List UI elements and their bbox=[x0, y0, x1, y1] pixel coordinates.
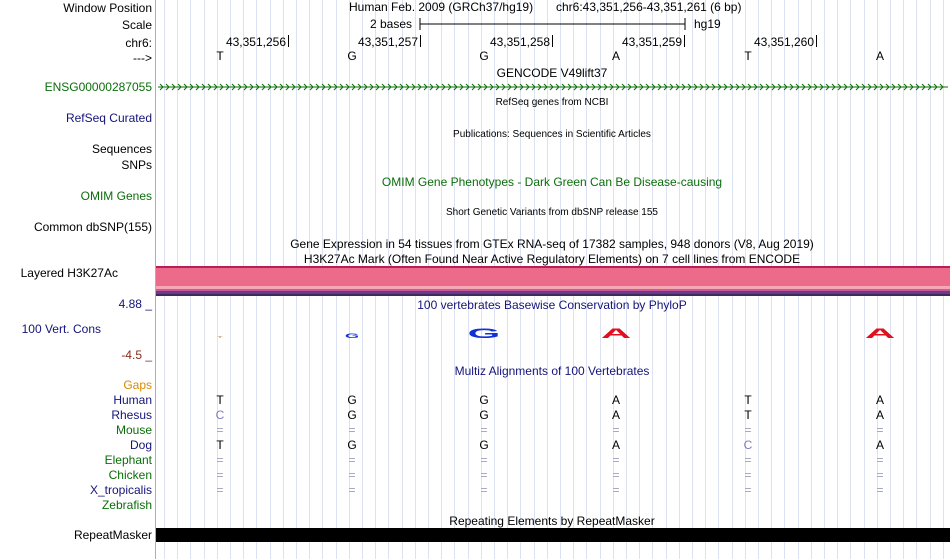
alignment-base: = bbox=[744, 423, 752, 437]
h3k27ac-track-label[interactable]: Layered H3K27Ac bbox=[20, 266, 118, 280]
ruler-coordinate: 43,351,258 bbox=[489, 35, 550, 49]
alignment-base: = bbox=[612, 453, 620, 467]
alignment-base: G bbox=[479, 393, 489, 407]
alignment-base: G bbox=[479, 408, 489, 422]
alignment-base: = bbox=[876, 468, 884, 482]
repeatmasker-track-label[interactable]: RepeatMasker bbox=[73, 528, 152, 542]
alignment-base: T bbox=[744, 393, 752, 407]
refseq-track-title: RefSeq genes from NCBI bbox=[495, 97, 609, 108]
species-label: Mouse bbox=[115, 423, 152, 437]
species-label: Elephant bbox=[104, 453, 152, 467]
publications-track-title: Publications: Sequences in Scientific Articles bbox=[453, 129, 651, 140]
repeatmasker-bar[interactable] bbox=[156, 528, 950, 542]
ruler-coordinate: 43,351,256 bbox=[225, 35, 286, 49]
ruler-coordinate: 43,351,259 bbox=[621, 35, 682, 49]
conservation-logo-letter: G bbox=[467, 325, 501, 341]
alignment-base: A bbox=[875, 393, 884, 407]
alignment-base: G bbox=[347, 393, 357, 407]
alignment-base: = bbox=[216, 453, 224, 467]
alignment-base: = bbox=[348, 453, 356, 467]
scale-bar bbox=[419, 17, 687, 31]
ruler-tick bbox=[420, 35, 421, 47]
alignment-base: = bbox=[612, 423, 620, 437]
species-label: Chicken bbox=[108, 468, 152, 482]
alignment-base: = bbox=[876, 423, 884, 437]
alignment-base: = bbox=[480, 453, 488, 467]
strand-label: ---> bbox=[133, 51, 152, 65]
species-label: Dog bbox=[129, 438, 152, 452]
h3k27ac-track-title: H3K27Ac Mark (Often Found Near Active Regulatory Elements) on 7 cell lines from ENCODE bbox=[303, 252, 801, 266]
reference-base: A bbox=[611, 49, 620, 63]
alignment-base: = bbox=[480, 423, 488, 437]
alignment-base: = bbox=[348, 468, 356, 482]
reference-base: G bbox=[347, 49, 357, 63]
alignment-base: C bbox=[743, 438, 753, 452]
reference-base: T bbox=[216, 49, 224, 63]
alignment-base: G bbox=[347, 438, 357, 452]
conservation-logo-letter: G bbox=[344, 334, 359, 340]
ruler-coordinate: 43,351,257 bbox=[357, 35, 418, 49]
gtex-track-title: Gene Expression in 54 tissues from GTEx RNA-seq of 17382 samples, 948 donors (V8, Aug 2019) bbox=[290, 237, 814, 251]
alignment-base: A bbox=[611, 438, 620, 452]
species-label: Rhesus bbox=[111, 408, 152, 422]
omim-track-title: OMIM Gene Phenotypes - Dark Green Can Be Disease-causing bbox=[381, 175, 723, 189]
alignment-base: = bbox=[744, 453, 752, 467]
alignment-base: C bbox=[215, 408, 225, 422]
conservation-track-label[interactable]: 100 Vert. Cons bbox=[21, 322, 101, 336]
conservation-track-title: 100 vertebrates Basewise Conservation by PhyloP bbox=[417, 298, 687, 312]
window-position-label: Window Position bbox=[63, 1, 152, 15]
alignment-base: = bbox=[612, 468, 620, 482]
gencode-gene-model[interactable] bbox=[156, 80, 950, 94]
alignment-base: = bbox=[876, 483, 884, 497]
alignment-base: = bbox=[744, 483, 752, 497]
refseq-track-label[interactable]: RefSeq Curated bbox=[65, 111, 152, 125]
species-label: Zebrafish bbox=[101, 498, 152, 512]
alignment-base: A bbox=[611, 393, 620, 407]
track-label-column bbox=[0, 0, 155, 559]
gencode-track-title: GENCODE V49lift37 bbox=[496, 66, 608, 80]
reference-base: G bbox=[479, 49, 489, 63]
alignment-base: A bbox=[875, 438, 884, 452]
ruler-tick bbox=[684, 35, 685, 47]
alignment-base: = bbox=[744, 468, 752, 482]
conservation-logo-letter: T bbox=[217, 335, 223, 339]
alignment-base: = bbox=[348, 423, 356, 437]
alignment-base: = bbox=[480, 483, 488, 497]
dbsnp-track-label[interactable]: Common dbSNP(155) bbox=[33, 220, 152, 234]
repeatmasker-track-title: Repeating Elements by RepeatMasker bbox=[449, 514, 655, 528]
dbsnp-track-title: Short Genetic Variants from dbSNP release 155 bbox=[446, 207, 658, 218]
omim-track-label[interactable]: OMIM Genes bbox=[80, 189, 152, 203]
alignment-base: A bbox=[611, 408, 620, 422]
alignment-base: A bbox=[875, 408, 884, 422]
alignment-base: G bbox=[479, 438, 489, 452]
conservation-max-value: 4.88 _ bbox=[118, 297, 152, 311]
species-label: Human bbox=[113, 393, 152, 407]
alignment-base: = bbox=[216, 423, 224, 437]
multiz-track-title: Multiz Alignments of 100 Vertebrates bbox=[454, 364, 650, 378]
ruler-coordinate: 43,351,260 bbox=[753, 35, 814, 49]
scale-text: 2 bases bbox=[370, 17, 413, 31]
gencode-gene-label[interactable]: ENSG00000287055 bbox=[44, 80, 152, 94]
db-label: hg19 bbox=[694, 17, 721, 31]
alignment-base: T bbox=[216, 438, 224, 452]
chromosome-label: chr6: bbox=[125, 36, 152, 50]
conservation-logo-letter: A bbox=[864, 325, 896, 341]
alignment-base: = bbox=[216, 468, 224, 482]
reference-base: A bbox=[875, 49, 884, 63]
scale-label: Scale bbox=[121, 18, 152, 32]
species-label: X_tropicalis bbox=[89, 483, 152, 497]
conservation-logo-letter: A bbox=[600, 325, 632, 341]
alignment-base: = bbox=[480, 468, 488, 482]
snps-track-label[interactable]: SNPs bbox=[121, 158, 152, 172]
alignment-base: = bbox=[612, 483, 620, 497]
assembly-title: Human Feb. 2009 (GRCh37/hg19) bbox=[349, 0, 534, 14]
alignment-base: = bbox=[216, 483, 224, 497]
alignment-base: T bbox=[744, 408, 752, 422]
alignment-base: = bbox=[876, 453, 884, 467]
reference-base: T bbox=[744, 49, 752, 63]
ruler-tick bbox=[816, 35, 817, 47]
alignment-base: G bbox=[347, 408, 357, 422]
ruler-tick bbox=[552, 35, 553, 47]
position-readout: chr6:43,351,256-43,351,261 (6 bp) bbox=[556, 0, 742, 14]
alignment-base: T bbox=[216, 393, 224, 407]
ruler-tick bbox=[288, 35, 289, 47]
track-image-area[interactable] bbox=[156, 0, 950, 559]
gaps-label: Gaps bbox=[123, 378, 152, 392]
alignment-base: = bbox=[348, 483, 356, 497]
conservation-min-value: -4.5 _ bbox=[121, 348, 152, 362]
sequences-track-label[interactable]: Sequences bbox=[91, 142, 152, 156]
